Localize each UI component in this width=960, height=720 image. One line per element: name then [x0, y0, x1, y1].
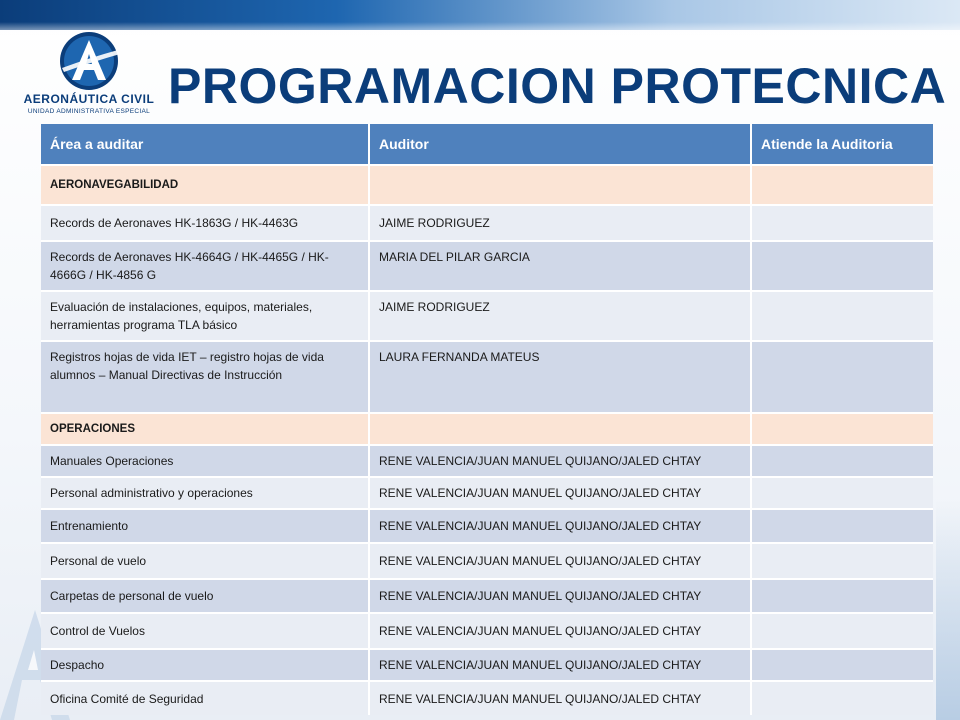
cell-auditor: RENE VALENCIA/JUAN MANUEL QUIJANO/JALED CHTAY: [369, 477, 751, 509]
logo-emblem-icon: [14, 30, 164, 92]
cell-area: Evaluación de instalaciones, equipos, materiales, herramientas programa TLA básico: [41, 291, 369, 341]
table-row: [41, 205, 933, 241]
cell-area: AERONAVEGABILIDAD: [41, 165, 369, 205]
cell-attends: [751, 241, 933, 291]
cell-attends: [751, 291, 933, 341]
cell-area: Manuales Operaciones: [41, 445, 369, 477]
cell-attends: [751, 613, 933, 649]
cell-auditor: RENE VALENCIA/JUAN MANUEL QUIJANO/JALED CHTAY: [369, 579, 751, 613]
cell-attends: [751, 205, 933, 241]
cell-area: Registros hojas de vida IET – registro hojas de vida alumnos – Manual Directivas de Instrucción: [41, 341, 369, 413]
cell-area: Records de Aeronaves HK-4664G / HK-4465G / HK-4666G / HK-4856 G: [41, 241, 369, 291]
table-row: [41, 291, 933, 341]
cell-attends: [751, 579, 933, 613]
cell-attends: [751, 413, 933, 445]
table-row: [41, 579, 933, 613]
section-row: [41, 413, 933, 445]
cell-attends: [751, 509, 933, 543]
cell-area: Entrenamiento: [41, 509, 369, 543]
cell-attends: [751, 165, 933, 205]
cell-auditor: [369, 165, 751, 205]
section-row: [41, 165, 933, 205]
cell-area: Personal de vuelo: [41, 543, 369, 579]
cell-attends: [751, 445, 933, 477]
column-header-auditor: Auditor: [369, 124, 751, 165]
logo-subtitle: UNIDAD ADMINISTRATIVA ESPECIAL: [27, 108, 151, 115]
cell-attends: [751, 681, 933, 715]
table-row: [41, 241, 933, 291]
cell-attends: [751, 649, 933, 681]
cell-auditor: [369, 413, 751, 445]
table-row: [41, 341, 933, 413]
cell-auditor: RENE VALENCIA/JUAN MANUEL QUIJANO/JALED CHTAY: [369, 613, 751, 649]
cell-area: Control de Vuelos: [41, 613, 369, 649]
cell-auditor: LAURA FERNANDA MATEUS: [369, 341, 751, 413]
cell-auditor: RENE VALENCIA/JUAN MANUEL QUIJANO/JALED CHTAY: [369, 445, 751, 477]
aeronautica-civil-logo: [14, 30, 164, 126]
table-row: [41, 681, 933, 715]
cell-auditor: RENE VALENCIA/JUAN MANUEL QUIJANO/JALED CHTAY: [369, 681, 751, 715]
table-row: [41, 543, 933, 579]
cell-auditor: JAIME RODRIGUEZ: [369, 205, 751, 241]
table-row: [41, 477, 933, 509]
cell-auditor: RENE VALENCIA/JUAN MANUEL QUIJANO/JALED CHTAY: [369, 509, 751, 543]
table-row: [41, 649, 933, 681]
cell-attends: [751, 477, 933, 509]
cell-auditor: MARIA DEL PILAR GARCIA: [369, 241, 751, 291]
table-row: [41, 445, 933, 477]
cell-area: Despacho: [41, 649, 369, 681]
cell-auditor: RENE VALENCIA/JUAN MANUEL QUIJANO/JALED CHTAY: [369, 543, 751, 579]
table-row: [41, 613, 933, 649]
cell-attends: [751, 341, 933, 413]
table-row: [41, 509, 933, 543]
cell-auditor: RENE VALENCIA/JUAN MANUEL QUIJANO/JALED CHTAY: [369, 649, 751, 681]
cell-auditor: JAIME RODRIGUEZ: [369, 291, 751, 341]
audit-schedule-table: [41, 124, 933, 715]
cell-area: Personal administrativo y operaciones: [41, 477, 369, 509]
logo-name: AERONÁUTICA CIVIL: [23, 92, 155, 106]
cell-area: Records de Aeronaves HK-1863G / HK-4463G: [41, 205, 369, 241]
column-header-area: Área a auditar: [41, 124, 369, 165]
cell-area: Carpetas de personal de vuelo: [41, 579, 369, 613]
table-header-row: [41, 124, 933, 165]
cell-area: Oficina Comité de Seguridad: [41, 681, 369, 715]
right-decorative-fade: [936, 500, 960, 720]
cell-attends: [751, 543, 933, 579]
column-header-attends: Atiende la Auditoria: [751, 124, 933, 165]
page-title: PROGRAMACION PROTECNICA: [168, 58, 947, 114]
cell-area: OPERACIONES: [41, 413, 369, 445]
